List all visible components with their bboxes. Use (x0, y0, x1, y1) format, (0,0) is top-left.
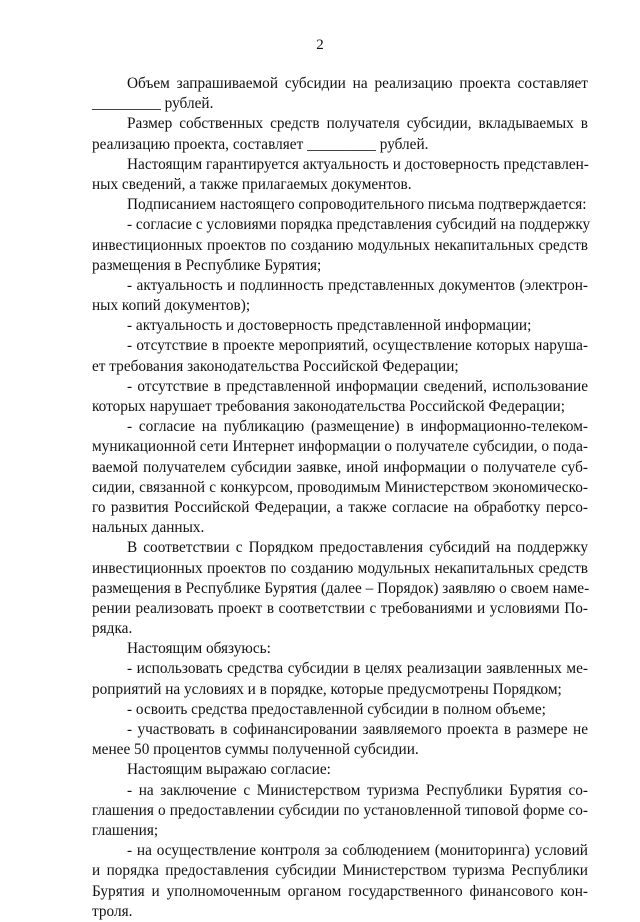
text-line: которых нарушает требования законодательства Российской Федерации; (92, 398, 565, 415)
text-line: глашения о предоставлении субсидии по установленной типовой форме со- (92, 801, 588, 819)
text-line: Бурятия и уполномоченным органом государственного финансового кон- (92, 882, 588, 900)
text-line: Настоящим обязуюсь: (127, 640, 271, 658)
text-line: - на заключение с Министерством туризма Республики Бурятия со- (127, 781, 588, 799)
text-line: - на осуществление контроля за соблюдением (мониторинга) условий (127, 842, 588, 860)
text-line: сидии, связанной с конкурсом, проводимым Министерством экономическо- (92, 478, 588, 496)
text-line: Размер собственных средств получателя субсидии, вкладываемых в (127, 115, 588, 133)
text-line: и порядка предоставления субсидии Министерством туризма Республики (92, 862, 588, 880)
text-line: - освоить средства предоставленной субсидии в полном объеме; (127, 700, 546, 718)
text-line: менее 50 процентов суммы полученной субсидии. (92, 741, 419, 759)
text-line: рядка. (92, 620, 133, 638)
text-line: - участвовать в софинансировании заявляемого проекта в размере не (127, 721, 588, 738)
text-line: реализацию проекта, составляет _________ рублей. (92, 135, 429, 153)
text-line: инвестиционных проектов по созданию модульных некапитальных средств (92, 559, 588, 577)
text-line: - актуальность и подлинность представленных документов (электрон- (127, 276, 588, 294)
text-line: размещения в Республике Бурятия (далее – Порядок) заявляю о своем наме- (92, 579, 590, 597)
text-line: муникационной сети Интернет информации о получателе субсидии, о пода- (92, 438, 588, 456)
text-line: размещения в Республике Бурятия; (92, 256, 322, 274)
text-line: - использовать средства субсидии в целях реализации заявленных ме- (127, 660, 588, 678)
text-line: ных сведений, а также прилагаемых документов. (92, 175, 412, 193)
text-line: троля. (92, 902, 133, 920)
text-line: инвестиционных проектов по созданию модульных некапитальных средств (92, 236, 588, 254)
text-line: нальных данных. (92, 519, 205, 537)
text-line: В соответствии с Порядком предоставления субсидий на поддержку (127, 539, 588, 557)
document-body (92, 74, 591, 922)
text-line: - согласие на публикацию (размещение) в информационно-телеком- (127, 418, 588, 436)
text-line: глашения; (92, 821, 159, 839)
text-line: ных копий документов); (92, 297, 251, 315)
text-line: ет требования законодательства Российской Федерации; (92, 357, 459, 375)
text-line: ваемой получателем субсидии заявке, иной информации о получателе суб- (92, 458, 588, 476)
text-line: рении реализовать проект в соответствии с требованиями и условиями По- (92, 599, 588, 617)
text-line: _________ рублей. (92, 95, 214, 113)
text-line: - отсутствие в представленной информации сведений, использование (127, 377, 588, 395)
text-line: - согласие с условиями порядка представления субсидий на поддержку (127, 216, 591, 234)
text-line: Настоящим гарантируется актуальность и достоверность представлен- (127, 155, 589, 173)
text-line: Настоящим выражаю согласие: (127, 761, 331, 779)
text-line: роприятий на условиях и в порядке, которые предусмотрены Порядком; (92, 680, 562, 698)
page-number: 2 (316, 37, 324, 53)
text-line: Подписанием настоящего сопроводительного письма подтверждается: (127, 196, 587, 214)
text-line: - актуальность и достоверность представленной информации; (127, 317, 532, 335)
text-line: го развития Российской Федерации, а также согласие на обработку персо- (92, 498, 588, 516)
text-line: - отсутствие в проекте мероприятий, осуществление которых наруша- (127, 337, 588, 355)
text-line: Объем запрашиваемой субсидии на реализацию проекта составляет (127, 75, 588, 92)
